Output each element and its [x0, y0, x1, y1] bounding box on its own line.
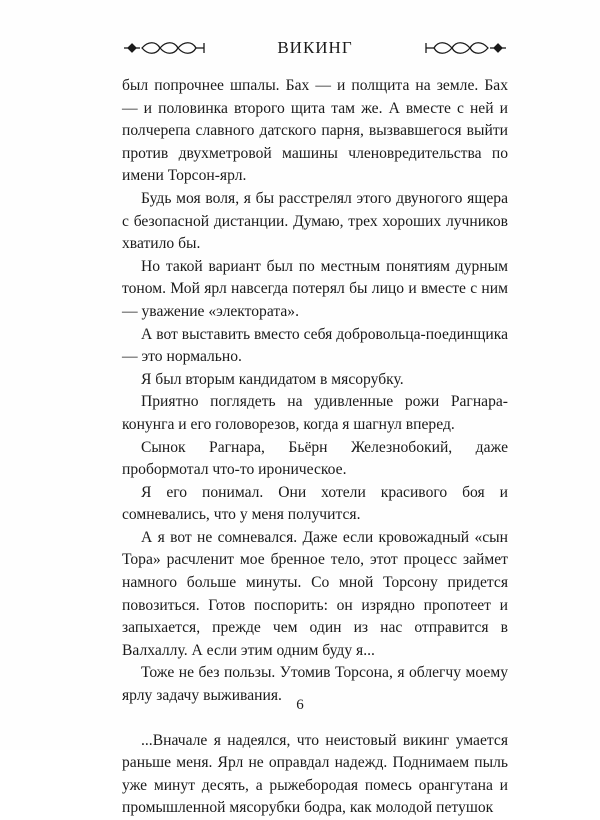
- paragraph: Сынок Рагнара, Бьёрн Железнобокий, даже пробормотал что-то ироническое.: [122, 438, 508, 479]
- page-number: 6: [296, 697, 304, 713]
- paragraph: А я вот не сомневался. Даже если кровожадный «сын Тора» расчленит мое бренное тело, этот процесс займет намного больше минуты. Со мной Торсону придется повозиться. Готов поспорить: он изрядно пропотеет и запыхается, прежде чем один из нас отправится в Валхаллу. А если этим одним буду я...: [122, 528, 508, 659]
- paragraph: Я был вторым кандидатом в мясорубку.: [141, 370, 404, 388]
- paragraph: А вот выставить вместо себя добровольца-поединщика — это нормально.: [122, 325, 508, 366]
- paragraph: Будь моя воля, я бы расстрелял этого двуногого ящера с безопасной дистанции. Думаю, трех хороших лучников хватило бы.: [122, 189, 508, 253]
- running-header: [122, 34, 508, 62]
- paragraph: ...Вначале я надеялся, что неистовый викинг умается раньше меня. Ярл не оправдал надежд. Поднимаем пыль уже минут десять, а рыжебородая помесь орангутана и промышленной мясорубки бодра, как молодой петушок: [122, 731, 508, 817]
- paragraph: Я его понимал. Они хотели красивого боя и сомневались, что у меня получится.: [122, 483, 508, 524]
- running-title: ВИКИНГ: [277, 38, 353, 57]
- paragraph: Но такой вариант был по местным понятиям дурным тоном. Мой ярл навсегда потерял бы лицо и вместе с ним — уважение «электората».: [122, 257, 508, 320]
- decorative-flourish-icon: [424, 40, 508, 56]
- paragraph: Тоже не без пользы. Утомив Торсона, я облегчу моему ярлу задачу выживания.: [122, 664, 508, 705]
- paragraph: Приятно поглядеть на удивленные рожи Рагнара-конунга и его головорезов, когда я шагнул вперед.: [122, 393, 508, 433]
- paragraph: был попрочнее шпалы. Бах — и полщита на земле. Бах — и половинка второго щита там же. А вместе с ней и полчерепа славного датского парня, вызвавшегося выйти против двухметровой машины членовредительства по имени Торсон-ярл.: [122, 77, 508, 185]
